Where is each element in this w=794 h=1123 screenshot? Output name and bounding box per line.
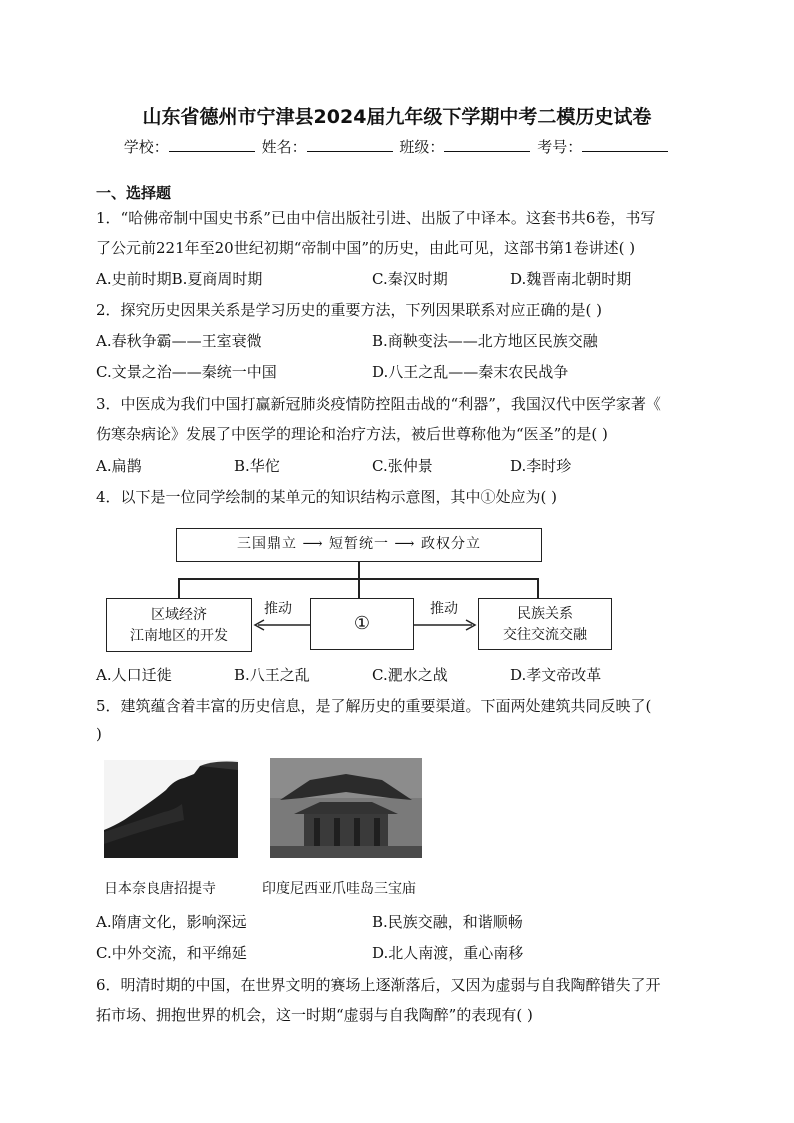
name-blank[interactable] [307, 137, 393, 152]
left-box-line2: 江南地区的开发 [130, 628, 228, 644]
right-box-line1: 民族关系 [517, 606, 573, 622]
q5-stem-line2: ) [96, 725, 102, 743]
diagram-connector-right [537, 578, 539, 598]
q2-option-a[interactable]: A.春秋争霸——王室衰微 [96, 332, 262, 350]
name-label: 姓名： [261, 138, 307, 156]
sampokong-temple-photo [270, 758, 422, 858]
diagram-right-box [478, 598, 612, 650]
q2-stem: 2．探究历史因果关系是学习历史的重要方法，下列因果联系对应正确的是( ) [96, 301, 603, 319]
q5-stem-line1: 5．建筑蕴含着丰富的历史信息，是了解历史的重要渠道。下面两处建筑共同反映了( [96, 697, 652, 715]
diagram-connector-vertical [358, 562, 360, 578]
school-label: 学校： [123, 138, 169, 156]
caption-sampokong: 印度尼西亚爪哇岛三宝庙 [262, 881, 416, 897]
section-heading: 一、选择题 [96, 184, 172, 202]
q3-option-b[interactable]: B.华佗 [234, 457, 280, 475]
q5-option-b[interactable]: B.民族交融，和谐顺畅 [372, 913, 523, 931]
push-label-left: 推动 [264, 601, 292, 617]
q3-option-c[interactable]: C.张仲景 [372, 457, 433, 475]
number-label: 考号： [537, 138, 583, 156]
left-box-line1: 区域经济 [151, 607, 207, 623]
toshodaiji-photo [104, 760, 238, 858]
arrow-right-icon [414, 618, 478, 632]
q5-option-c[interactable]: C.中外交流，和平绵延 [96, 944, 247, 962]
push-label-right: 推动 [430, 601, 458, 617]
q2-option-d[interactable]: D.八王之乱——秦末农民战争 [372, 363, 569, 381]
q2-option-c[interactable]: C.文景之治——秦统一中国 [96, 363, 277, 381]
right-box-line2: 交往交流交融 [503, 627, 587, 643]
number-blank[interactable] [582, 137, 668, 152]
class-blank[interactable] [444, 137, 530, 152]
diagram-connector-center [358, 578, 360, 598]
school-blank[interactable] [169, 137, 255, 152]
q4-option-a[interactable]: A.人口迁徙 [96, 666, 172, 684]
q2-option-b[interactable]: B.商鞅变法——北方地区民族交融 [372, 332, 598, 350]
diagram-center-box: ① [310, 598, 414, 650]
q4-stem: 4．以下是一位同学绘制的某单元的知识结构示意图，其中①处应为( ) [96, 488, 558, 506]
student-info-line [0, 136, 794, 157]
q1-option-c[interactable]: C.秦汉时期 [372, 270, 448, 288]
caption-toshodaiji: 日本奈良唐招提寺 [104, 881, 216, 897]
q1-option-d[interactable]: D.魏晋南北朝时期 [510, 270, 632, 288]
knowledge-structure-diagram [96, 522, 616, 654]
q4-option-c[interactable]: C.淝水之战 [372, 666, 448, 684]
q6-stem-line2: 拓市场、拥抱世界的机会，这一时期“虚弱与自我陶醉”的表现有( ) [96, 1006, 533, 1024]
arrow-left-icon [252, 618, 310, 632]
exam-title: 山东省德州市宁津县2024届九年级下学期中考二模历史试卷 [142, 106, 652, 128]
diagram-connector-left [178, 578, 180, 598]
q4-option-b[interactable]: B.八王之乱 [234, 666, 310, 684]
q5-option-d[interactable]: D.北人南渡，重心南移 [372, 944, 524, 962]
q3-stem-line1: 3．中医成为我们中国打赢新冠肺炎疫情防控阻击战的“利器”，我国汉代中医学家著《 [96, 395, 661, 413]
q1-stem-line1: 1．“哈佛帝制中国史书系”已由中信出版社引进、出版了中译本。这套书共6卷，书写 [96, 209, 656, 227]
q3-option-d[interactable]: D.李时珍 [510, 457, 572, 475]
q5-option-a[interactable]: A.隋唐文化，影响深远 [96, 913, 247, 931]
q3-option-a[interactable]: A.扁鹊 [96, 457, 142, 475]
q4-option-d[interactable]: D.孝文帝改革 [510, 666, 602, 684]
class-label: 班级： [399, 138, 445, 156]
diagram-top-box: 三国鼎立 ⟶ 短暂统一 ⟶ 政权分立 [176, 528, 542, 562]
q1-stem-line2: 了公元前221年至20世纪初期“帝制中国”的历史，由此可见，这部书第1卷讲述( ) [96, 239, 636, 257]
q3-stem-line2: 伤寒杂病论》发展了中医学的理论和治疗方法，被后世尊称他为“医圣”的是( ) [96, 425, 608, 443]
q1-option-ab[interactable]: A.史前时期B.夏商周时期 [96, 270, 263, 288]
q6-stem-line1: 6．明清时期的中国，在世界文明的赛场上逐渐落后，又因为虚弱与自我陶醉错失了开 [96, 976, 661, 994]
diagram-left-box [106, 598, 252, 652]
